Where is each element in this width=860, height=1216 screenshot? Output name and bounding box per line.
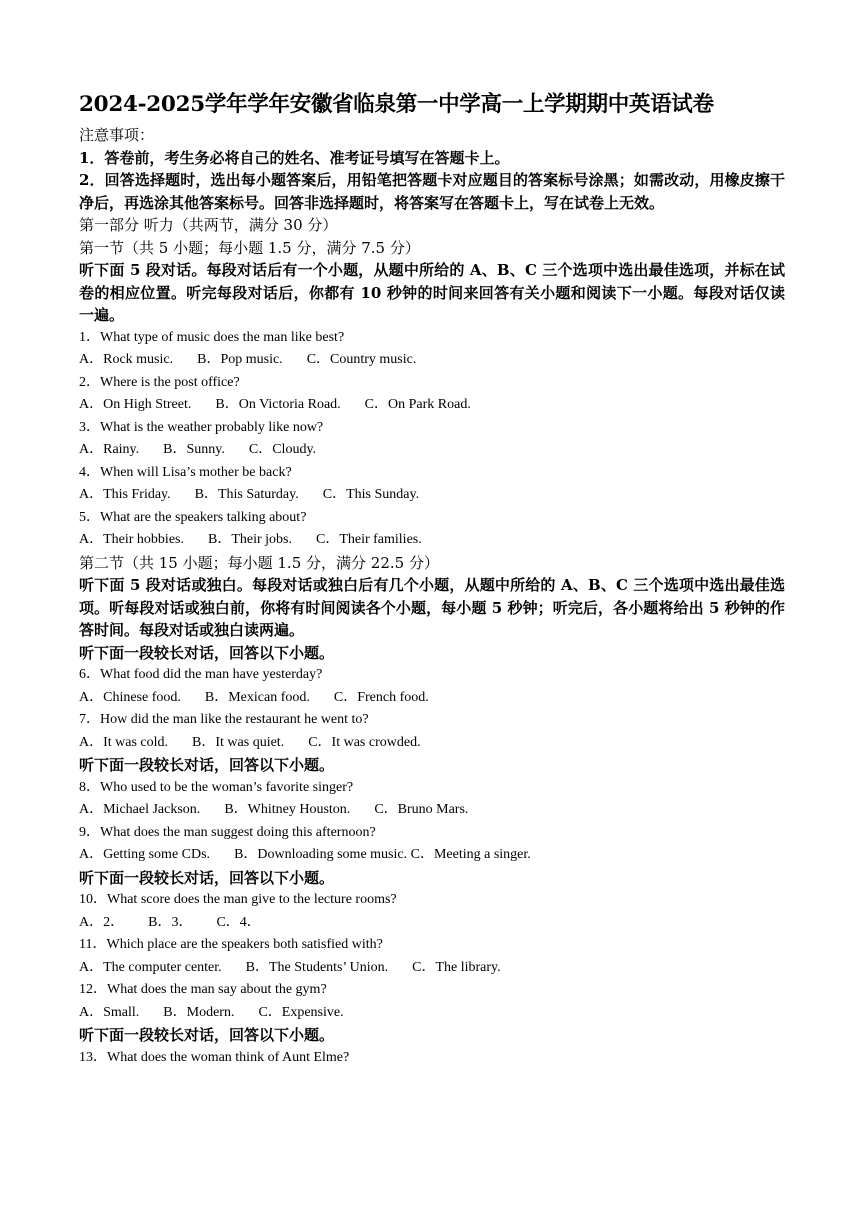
option-c: C．4． [216,914,261,930]
option-a: A．It was cold. [79,734,169,750]
question-options [79,484,785,507]
dialogue-heading: 听下面一段较长对话，回答以下小题。 [79,868,335,887]
question-stem: 9．What does the man suggest doing this afternoon? [79,824,376,840]
question-list [79,327,785,552]
option-a: A．Rock music. [79,352,174,367]
question-stem: 2．Where is the post office? [79,374,240,390]
option-b: B．Pop music. [197,352,283,367]
option-b: B．On Victoria Road. [215,397,341,412]
question-stem: 4．When will Lisa’s mother be back? [79,464,292,480]
option-a: A．The computer center. [79,959,222,975]
section-instructions: 听下面 5 段对话或独白。每段对话或独白后有几个小题，从题中所给的 A、B、C 三个选项中选出最佳选项。听每段对话或独白前，你将有时间阅读各个小题，每小题 5 秒钟；听完后，各小题将给出 5 秒钟的作答时间。每段对话或独白读两遍。 [79,576,785,639]
option-c: C．The library. [412,959,501,975]
part-heading: 第一部分 听力（共两节，满分 30 分） [79,216,338,234]
option-b: B．Modern. [163,1004,235,1020]
question-options [79,799,785,822]
question-options [79,687,785,710]
option-b: B．Whitney Houston. [224,802,351,817]
option-a: A．Michael Jackson. [79,802,201,817]
option-a: A．This Friday. [79,487,171,502]
notice-item: 1．答卷前，考生务必将自己的姓名、准考证号填写在答题卡上。 [79,148,510,167]
question-stem: 8．Who used to be the woman’s favorite singer? [79,779,354,795]
question-options [79,394,785,417]
dialogue-heading: 听下面一段较长对话，回答以下小题。 [79,643,335,662]
option-a: A．Small. [79,1004,140,1020]
question-stem: 13．What does the woman think of Aunt Elme? [79,1049,350,1065]
option-c: C．French food. [333,689,429,705]
option-b: B．Their jobs. [207,532,292,547]
question-stem: 1．What type of music does the man like best? [79,329,345,345]
option-a: A．Their hobbies. [79,532,184,547]
option-c: C．This Sunday. [322,487,420,502]
option-c: C．Cloudy. [248,442,317,457]
option-bc: B．Downloading some music. C．Meeting a singer. [234,847,531,862]
question-stem: 3．What is the weather probably like now? [79,419,324,435]
section-heading: 第二节（共 15 小题；每小题 1.5 分，满分 22.5 分） [79,553,439,572]
exam-title: 2024-2025学年学年安徽省临泉第一中学高一上学期期中英语试卷 [79,92,714,117]
question-options [79,439,785,462]
question-options [79,529,785,552]
notice-heading: 注意事项： [79,126,155,144]
option-c: C．Bruno Mars. [374,802,469,817]
question-stem: 12．What does the man say about the gym? [79,982,327,997]
dialogue-heading: 听下面一段较长对话，回答以下小题。 [79,1026,335,1044]
question-options [79,1002,785,1025]
option-a: A．Chinese food. [79,689,181,705]
option-c: C．Expensive. [258,1004,344,1020]
question-stem: 10．What score does the man give to the lecture rooms? [79,892,397,907]
option-c: C．Their families. [315,532,422,547]
option-a: A．2． [79,914,125,930]
question-options [79,349,785,372]
question-stem: 11．Which place are the speakers both satisfied with? [79,937,383,952]
option-b: B．The Students’ Union. [245,959,389,975]
option-c: C．On Park Road. [364,397,471,412]
option-b: B．Mexican food. [204,689,310,705]
question-options [79,732,785,755]
question-stem: 5．What are the speakers talking about? [79,509,307,525]
option-a: A．On High Street. [79,397,192,412]
option-c: C．Country music. [306,352,417,367]
option-c: C．It was crowded. [308,734,421,750]
question-stem: 7．How did the man like the restaurant he went to? [79,712,369,727]
question-options [79,844,785,867]
option-a: A．Getting some CDs. [79,847,211,862]
question-options [79,912,785,935]
option-b: B．It was quiet. [192,734,285,750]
notice-item: 2．回答选择题时，选出每小题答案后，用铅笔把答题卡对应题目的答案标号涂黑；如需改动，用橡皮擦干净后，再选涂其他答案标号。回答非选择题时，将答案写在答题卡上，写在试卷上无效。 [79,171,785,212]
question-options [79,957,785,980]
option-a: A．Rainy. [79,442,140,457]
option-b: B．Sunny. [163,442,225,457]
question-stem: 6．What food did the man have yesterday? [79,667,323,682]
dialogue-heading: 听下面一段较长对话，回答以下小题。 [79,756,335,774]
option-b: B．This Saturday. [194,487,299,502]
option-b: B．3． [148,914,193,930]
exam-document [79,90,785,1069]
section-heading: 第一节（共 5 小题；每小题 1.5 分，满分 7.5 分） [79,238,420,257]
section-instructions: 听下面 5 段对话。每段对话后有一个小题，从题中所给的 A、B、C 三个选项中选出最佳选项，并标在试卷的相应位置。听完每段对话后，你都有 10 秒钟的时间来回答有关小题和阅读下一小题。每段对话仅读一遍。 [79,261,785,324]
